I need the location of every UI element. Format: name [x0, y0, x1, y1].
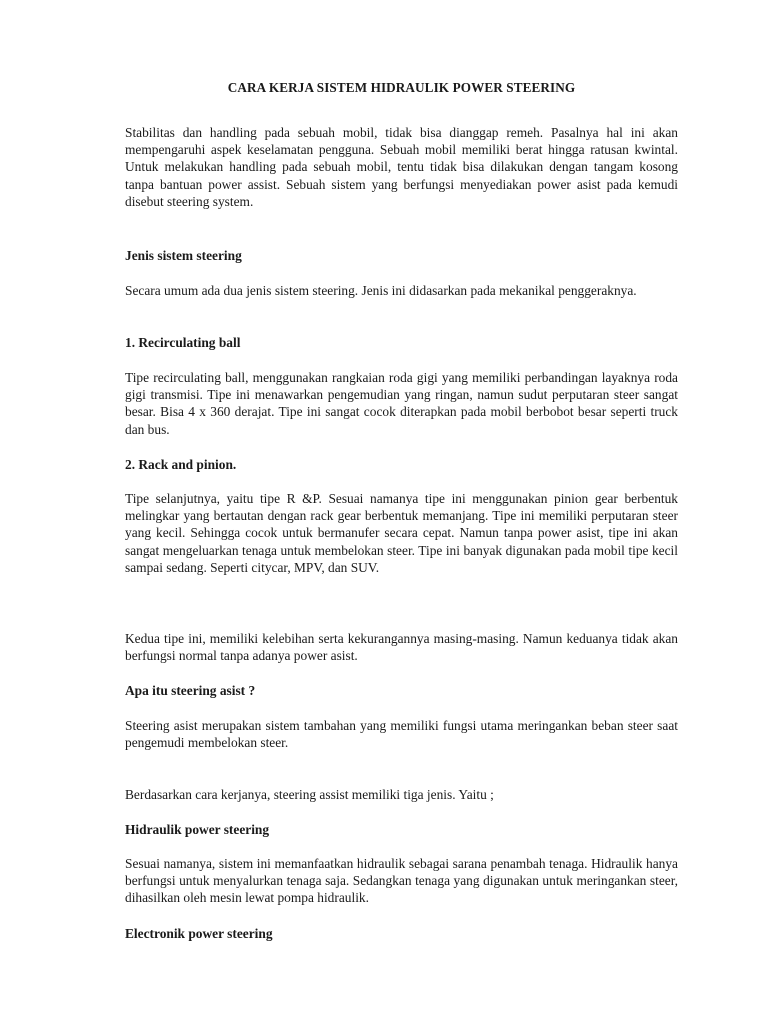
paragraph-jenis-steering: Secara umum ada dua jenis sistem steering. Jenis ini didasarkan pada mekanikal penggeraknya. [125, 283, 637, 298]
paragraph-tiga-jenis: Berdasarkan cara kerjanya, steering assist memiliki tiga jenis. Yaitu ; [125, 787, 494, 802]
section-heading-steering-asist: Apa itu steering asist ? [125, 683, 256, 698]
section-heading-hidraulik-power-steering: Hidraulik power steering [125, 822, 270, 837]
intro-paragraph: Stabilitas dan handling pada sebuah mobil, tidak bisa dianggap remeh. Pasalnya hal ini akan mempengaruhi aspek keselamatan pengguna. Sebuah mobil memiliki berat hingga ratusan kwintal. Untuk melakukan handling pada sebuah mobil, tentu tidak bisa dilakukan dengan tangam kosong tanpa bantuan power assist. Sebuah sistem yang berfungsi menyediakan power asist pada kemudi disebut steering system. [125, 125, 678, 209]
document-title: CARA KERJA SISTEM HIDRAULIK POWER STEERING [227, 80, 576, 95]
section-heading-jenis-sistem-steering: Jenis sistem steering [125, 248, 242, 263]
section-heading-rack-and-pinion: 2. Rack and pinion. [125, 457, 237, 472]
paragraph-steering-asist: Steering asist merupakan sistem tambahan yang memiliki fungsi utama meringankan beban steer saat pengemudi membelokan steer. [125, 718, 678, 751]
paragraph-kedua-tipe: Kedua tipe ini, memiliki kelebihan serta kekurangannya masing-masing. Namun keduanya tidak akan berfungsi normal tanpa adanya power asist. [125, 631, 678, 664]
paragraph-hidraulik-power-steering: Sesuai namanya, sistem ini memanfaatkan hidraulik sebagai sarana penambah tenaga. Hidraulik hanya berfungsi untuk menyalurkan tenaga saja. Sedangkan tenaga yang digunakan untuk meringankan steer, dihasilkan oleh mesin lewat pompa hidraulik. [125, 856, 678, 906]
paragraph-rack-and-pinion: Tipe selanjutnya, yaitu tipe R &P. Sesuai namanya tipe ini menggunakan pinion gear berbentuk melingkar yang bertautan dengan rack gear berbentuk memanjang. Tipe ini memiliki perputaran steer yang kecil. Sehingga cocok untuk bermanufer secara cepat. Namun tanpa power asist, tipe ini akan sangat mengeluarkan tenaga untuk membelokan steer. Tipe ini banyak digunakan pada mobil tipe kecil sampai sedang. Seperti citycar, MPV, dan SUV. [125, 491, 678, 575]
paragraph-recirculating-ball: Tipe recirculating ball, menggunakan rangkaian roda gigi yang memiliki perbandingan layaknya roda gigi transmisi. Tipe ini menawarkan pengemudian yang ringan, namun sudut perputaran steer sangat besar. Bisa 4 x 360 derajat. Tipe ini sangat cocok diterapkan pada mobil berbobot besar seperti truck dan bus. [125, 370, 678, 437]
section-heading-recirculating-ball: 1. Recirculating ball [125, 335, 241, 350]
section-heading-electronik-power-steering: Electronik power steering [125, 926, 273, 941]
